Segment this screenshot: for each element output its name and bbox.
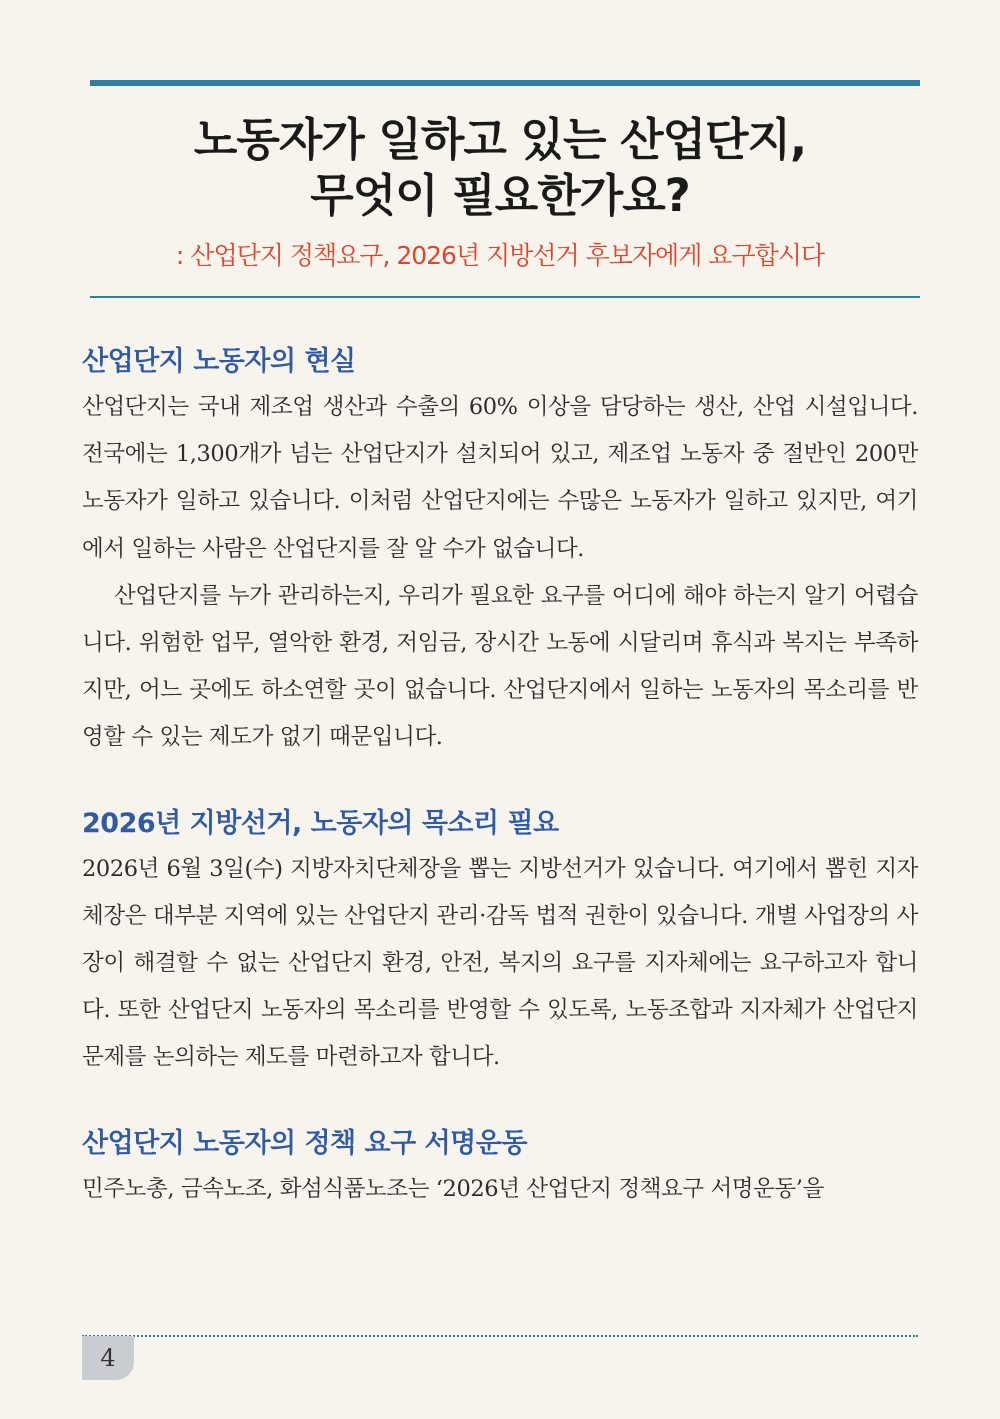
- page-subtitle: : 산업단지 정책요구, 2026년 지방선거 후보자에게 요구합시다: [175, 241, 825, 270]
- title-line-2: 무엇이 필요한가요?: [310, 169, 690, 222]
- page-number: 4: [100, 1344, 116, 1372]
- paragraph: 산업단지를 누가 관리하는지, 우리가 필요한 요구를 어디에 해야 하는지 알기 어렵습니다. 위험한 업무, 열악한 환경, 저임금, 장시간 노동에 시달리며 휴식과 복지는 부족하지만, 어느 곳에도 하소연할 곳이 없습니다. 산업단지에서 일하는 노동자의 목소리를 반영할 수 있는 제도가 없기 때문입니다.: [82, 582, 918, 751]
- section-heading: 2026년 지방선거, 노동자의 목소리 필요: [82, 807, 559, 839]
- page-number-tab: [82, 1336, 134, 1380]
- top-rule: [90, 80, 920, 86]
- divider-rule: [90, 296, 920, 298]
- section-petition: [82, 1122, 918, 1213]
- title-line-1: 노동자가 일하고 있는 산업단지,: [193, 113, 807, 166]
- paragraph: 2026년 6월 3일(수) 지방자치단체장을 뽑는 지방선거가 있습니다. 여기에서 뽑힌 지자체장은 대부분 지역에 있는 산업단지 관리·감독 법적 권한이 있습니다. 개별 사업장의 사장이 해결할 수 없는 산업단지 환경, 안전, 복지의 요구를 지자체에는 요구하고자 합니다. 또한 산업단지 노동자의 목소리를 반영할 수 있도록, 노동조합과 지자체가 산업단지 문제를 논의하는 제도를 마련하고자 합니다.: [82, 855, 918, 1071]
- section-heading: 산업단지 노동자의 정책 요구 서명운동: [82, 1127, 527, 1159]
- paragraph: 민주노총, 금속노조, 화섬식품노조는 ‘2026년 산업단지 정책요구 서명운동’을: [82, 1175, 824, 1202]
- footer-dotted-rule: [82, 1335, 918, 1337]
- section-heading: 산업단지 노동자의 현실: [82, 346, 356, 377]
- section-reality: [82, 340, 918, 762]
- page-title: [60, 112, 940, 224]
- article-body: [82, 340, 918, 1213]
- paragraph: 산업단지는 국내 제조업 생산과 수출의 60% 이상을 담당하는 생산, 산업 시설입니다. 전국에는 1,300개가 넘는 산업단지가 설치되어 있고, 제조업 노동자 중 절반인 200만 노동자가 일하고 있습니다. 이처럼 산업단지에는 수많은 노동자가 일하고 있지만, 여기에서 일하는 사람은 산업단지를 잘 알 수가 없습니다.: [82, 394, 918, 562]
- section-local-election: [82, 802, 918, 1082]
